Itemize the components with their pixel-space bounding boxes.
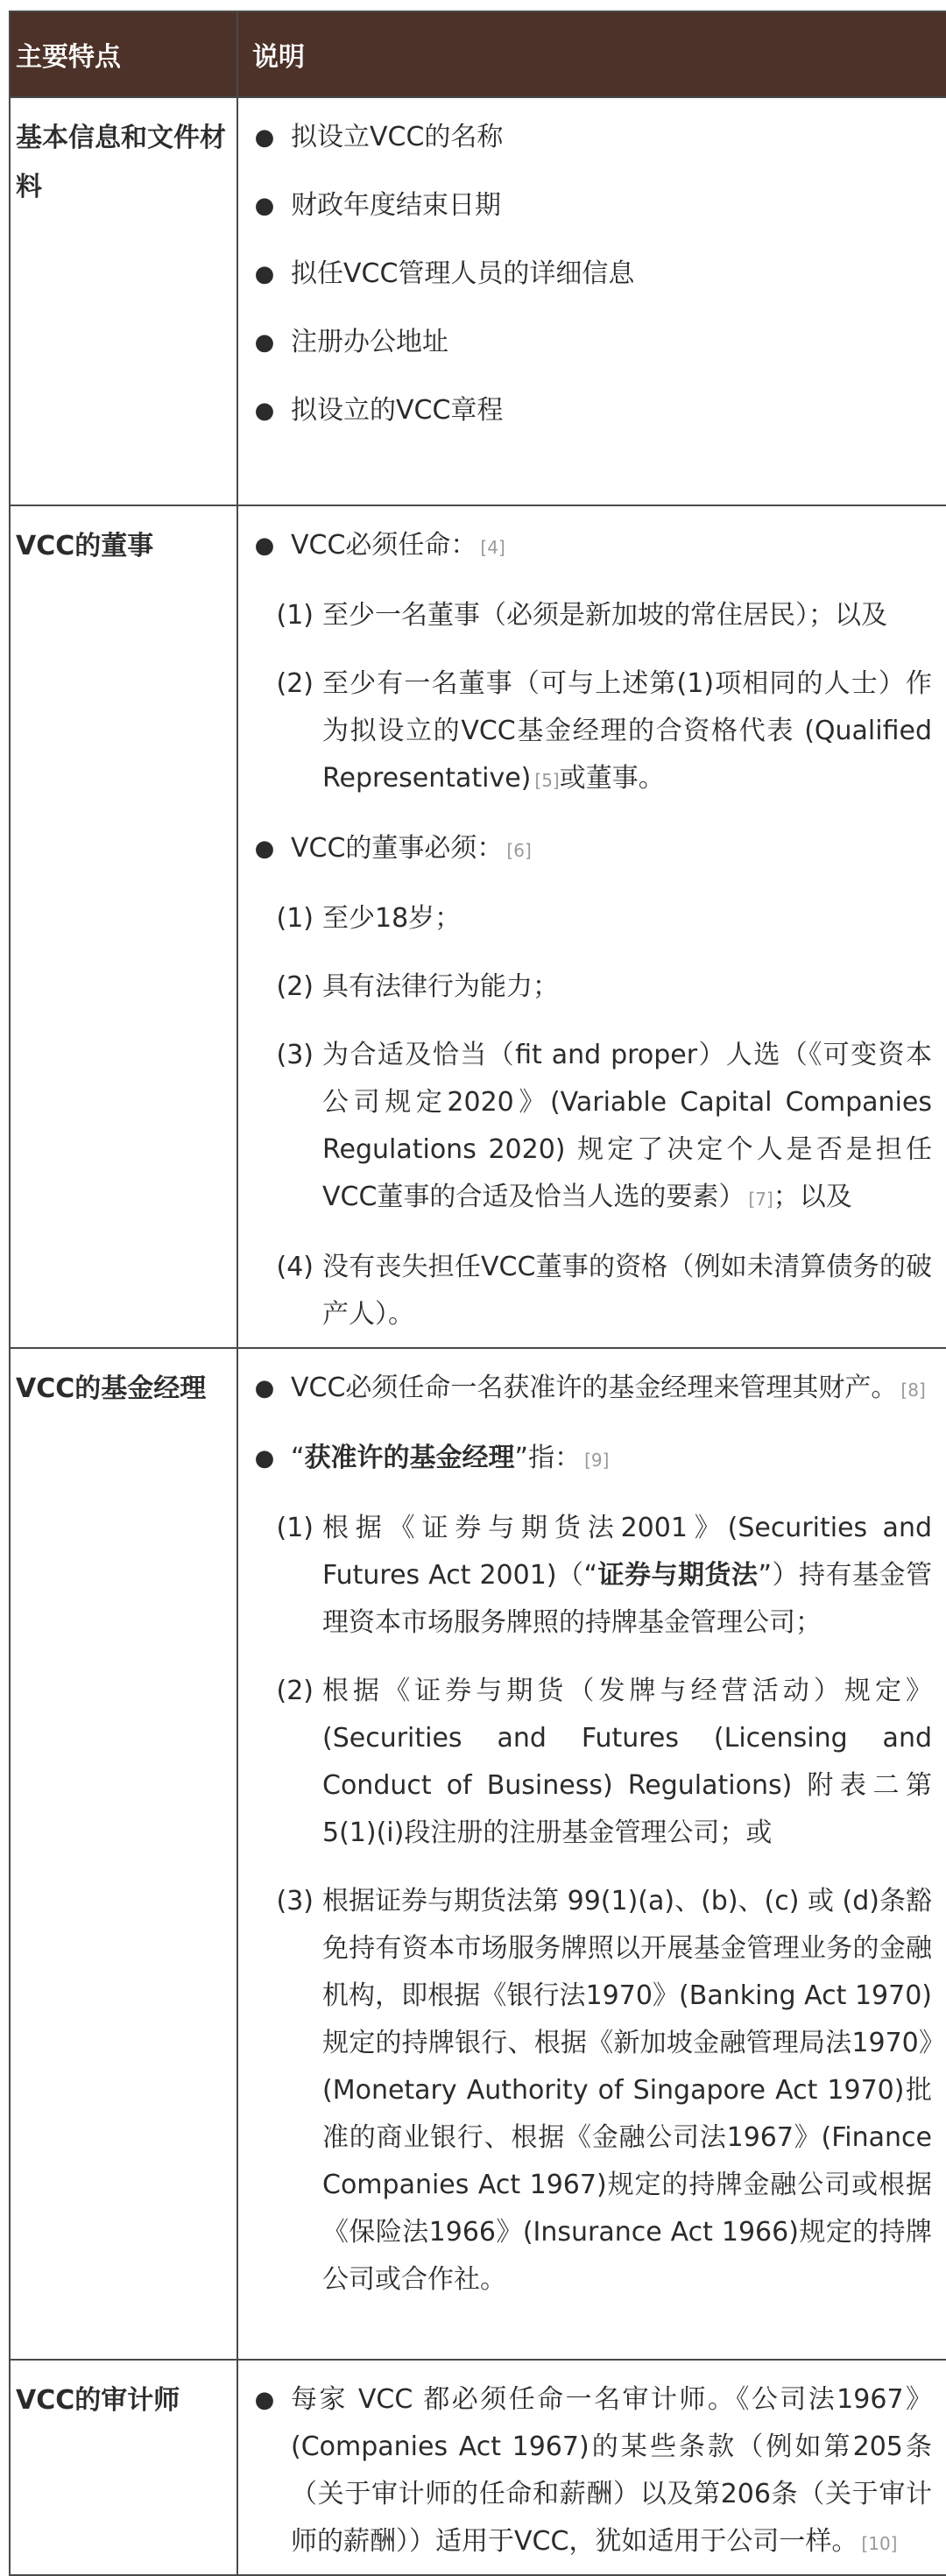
sub-item: (1) 至少一名董事（必须是新加坡的常住居民）；以及 [276, 600, 887, 631]
table-header-row [10, 11, 946, 97]
feature-cell: VCC的基金经理 [10, 1348, 237, 2360]
bullet-icon: ● [254, 193, 275, 219]
list-item: ● 每家 VCC 都必须任命一名审计师。《公司法1967》(Companies Act 1967)的某些条款（例如第205条（关于审计师的任命和薪酬）以及第206条（关于审计师的薪酬））适用于VCC，犹如适用于公司一样。 [10] [238, 2376, 932, 2567]
bullet-icon: ● [254, 261, 275, 287]
table-row-auditor [10, 2360, 946, 2575]
bullet-icon: ● [254, 1445, 275, 1471]
table-row-directors [10, 505, 946, 1348]
footnote-ref[interactable]: [9] [584, 1450, 610, 1471]
bullet-icon: ● [254, 329, 275, 356]
footnote-ref[interactable]: [8] [900, 1380, 926, 1401]
sub-item: (2) 根据《证券与期货（发牌与经营活动）规定》(Securities and Futures (Licensing and Conduct of Business) Regulations) 附表二第5(1)(i)段注册的注册基金管理公司；或 [276, 1676, 932, 1848]
list-item: ● 注册办公地址 [238, 319, 932, 366]
footnote-ref[interactable]: [6] [506, 840, 532, 861]
table-row-fund-manager [10, 1348, 946, 2360]
bullet-icon: ● [254, 124, 275, 151]
sub-item: (3) 根据证券与期货法第 99(1)(a)、(b)、(c) 或 (d)条豁免持有资本市场服务牌照以开展基金管理业务的金融机构，即根据《银行法1970》(Banking Act 1970)规定的持牌银行、根据《新加坡金融管理局法1970》(Monetary Authority of Singapore Act 1970)批准的商业银行、根据《金融公司法1967》(Finance Companies Act 1967)规定的持牌金融公司或根据《保险法1966》(Insurance Act 1966)规定的持牌公司或合作社。 [276, 1886, 932, 2295]
features-table [9, 11, 946, 2576]
sub-item: (2) 至少有一名董事（可与上述第(1)项相同的人士）作为拟设立的VCC基金经理的合资格代表 (Qualified Representative) [5]或董事。 [276, 668, 932, 794]
description-cell [237, 505, 946, 1348]
header-features: 主要特点 [10, 11, 237, 97]
description-cell [237, 97, 946, 505]
sub-item: (3) 为合适及恰当（fit and proper）人选（《可变资本公司规定2020》(Variable Capital Companies Regulations 2020) 规定了决定个人是否是担任VCC董事的合适及恰当人选的要素） [7]；以及 [276, 1040, 932, 1212]
description-cell [237, 1348, 946, 2360]
description-cell [237, 2360, 946, 2575]
bullet-icon: ● [254, 398, 275, 424]
list-item: ● 拟设立VCC的名称 [238, 114, 932, 161]
footnote-ref[interactable]: [4] [480, 537, 505, 558]
footnote-ref[interactable]: [7] [748, 1189, 773, 1210]
bullet-icon: ● [254, 836, 275, 862]
list-item: ● 财政年度结束日期 [238, 182, 932, 229]
header-description: 说明 [237, 11, 946, 97]
list-item: ● “获准许的基金经理”指： [9] [238, 1435, 932, 1484]
list-item: ● 拟设立的VCC章程 [238, 387, 932, 434]
feature-cell: 基本信息和文件材料 [10, 97, 237, 505]
footnote-ref[interactable]: [10] [861, 2533, 898, 2554]
sub-item: (2) 具有法律行为能力； [276, 971, 559, 1002]
list-item: ● VCC必须任命一名获准许的基金经理来管理其财产。 [8] [238, 1365, 932, 1414]
feature-cell: VCC的董事 [10, 505, 237, 1348]
sub-item: (1) 至少18岁； [276, 903, 462, 934]
list-item: ● 拟任VCC管理人员的详细信息 [238, 251, 932, 298]
bullet-icon: ● [254, 533, 275, 559]
list-item: ● VCC的董事必须： [6] [238, 825, 932, 874]
bullet-icon: ● [254, 1375, 275, 1401]
footnote-ref[interactable]: [5] [534, 770, 560, 791]
sub-item: (4) 没有丧失担任VCC董事的资格（例如未清算债务的破产人）。 [276, 1252, 932, 1330]
feature-cell: VCC的审计师 [10, 2360, 237, 2575]
table-row-basic-info [10, 97, 946, 505]
list-item: ● VCC必须任命： [4] [238, 522, 932, 571]
bullet-icon: ● [254, 2387, 275, 2413]
sub-item: (1) 根据《证券与期货法2001》(Securities and Futures Act 2001)（“证券与期货法”）持有基金管理资本市场服务牌照的持牌基金管理公司； [276, 1513, 933, 1638]
